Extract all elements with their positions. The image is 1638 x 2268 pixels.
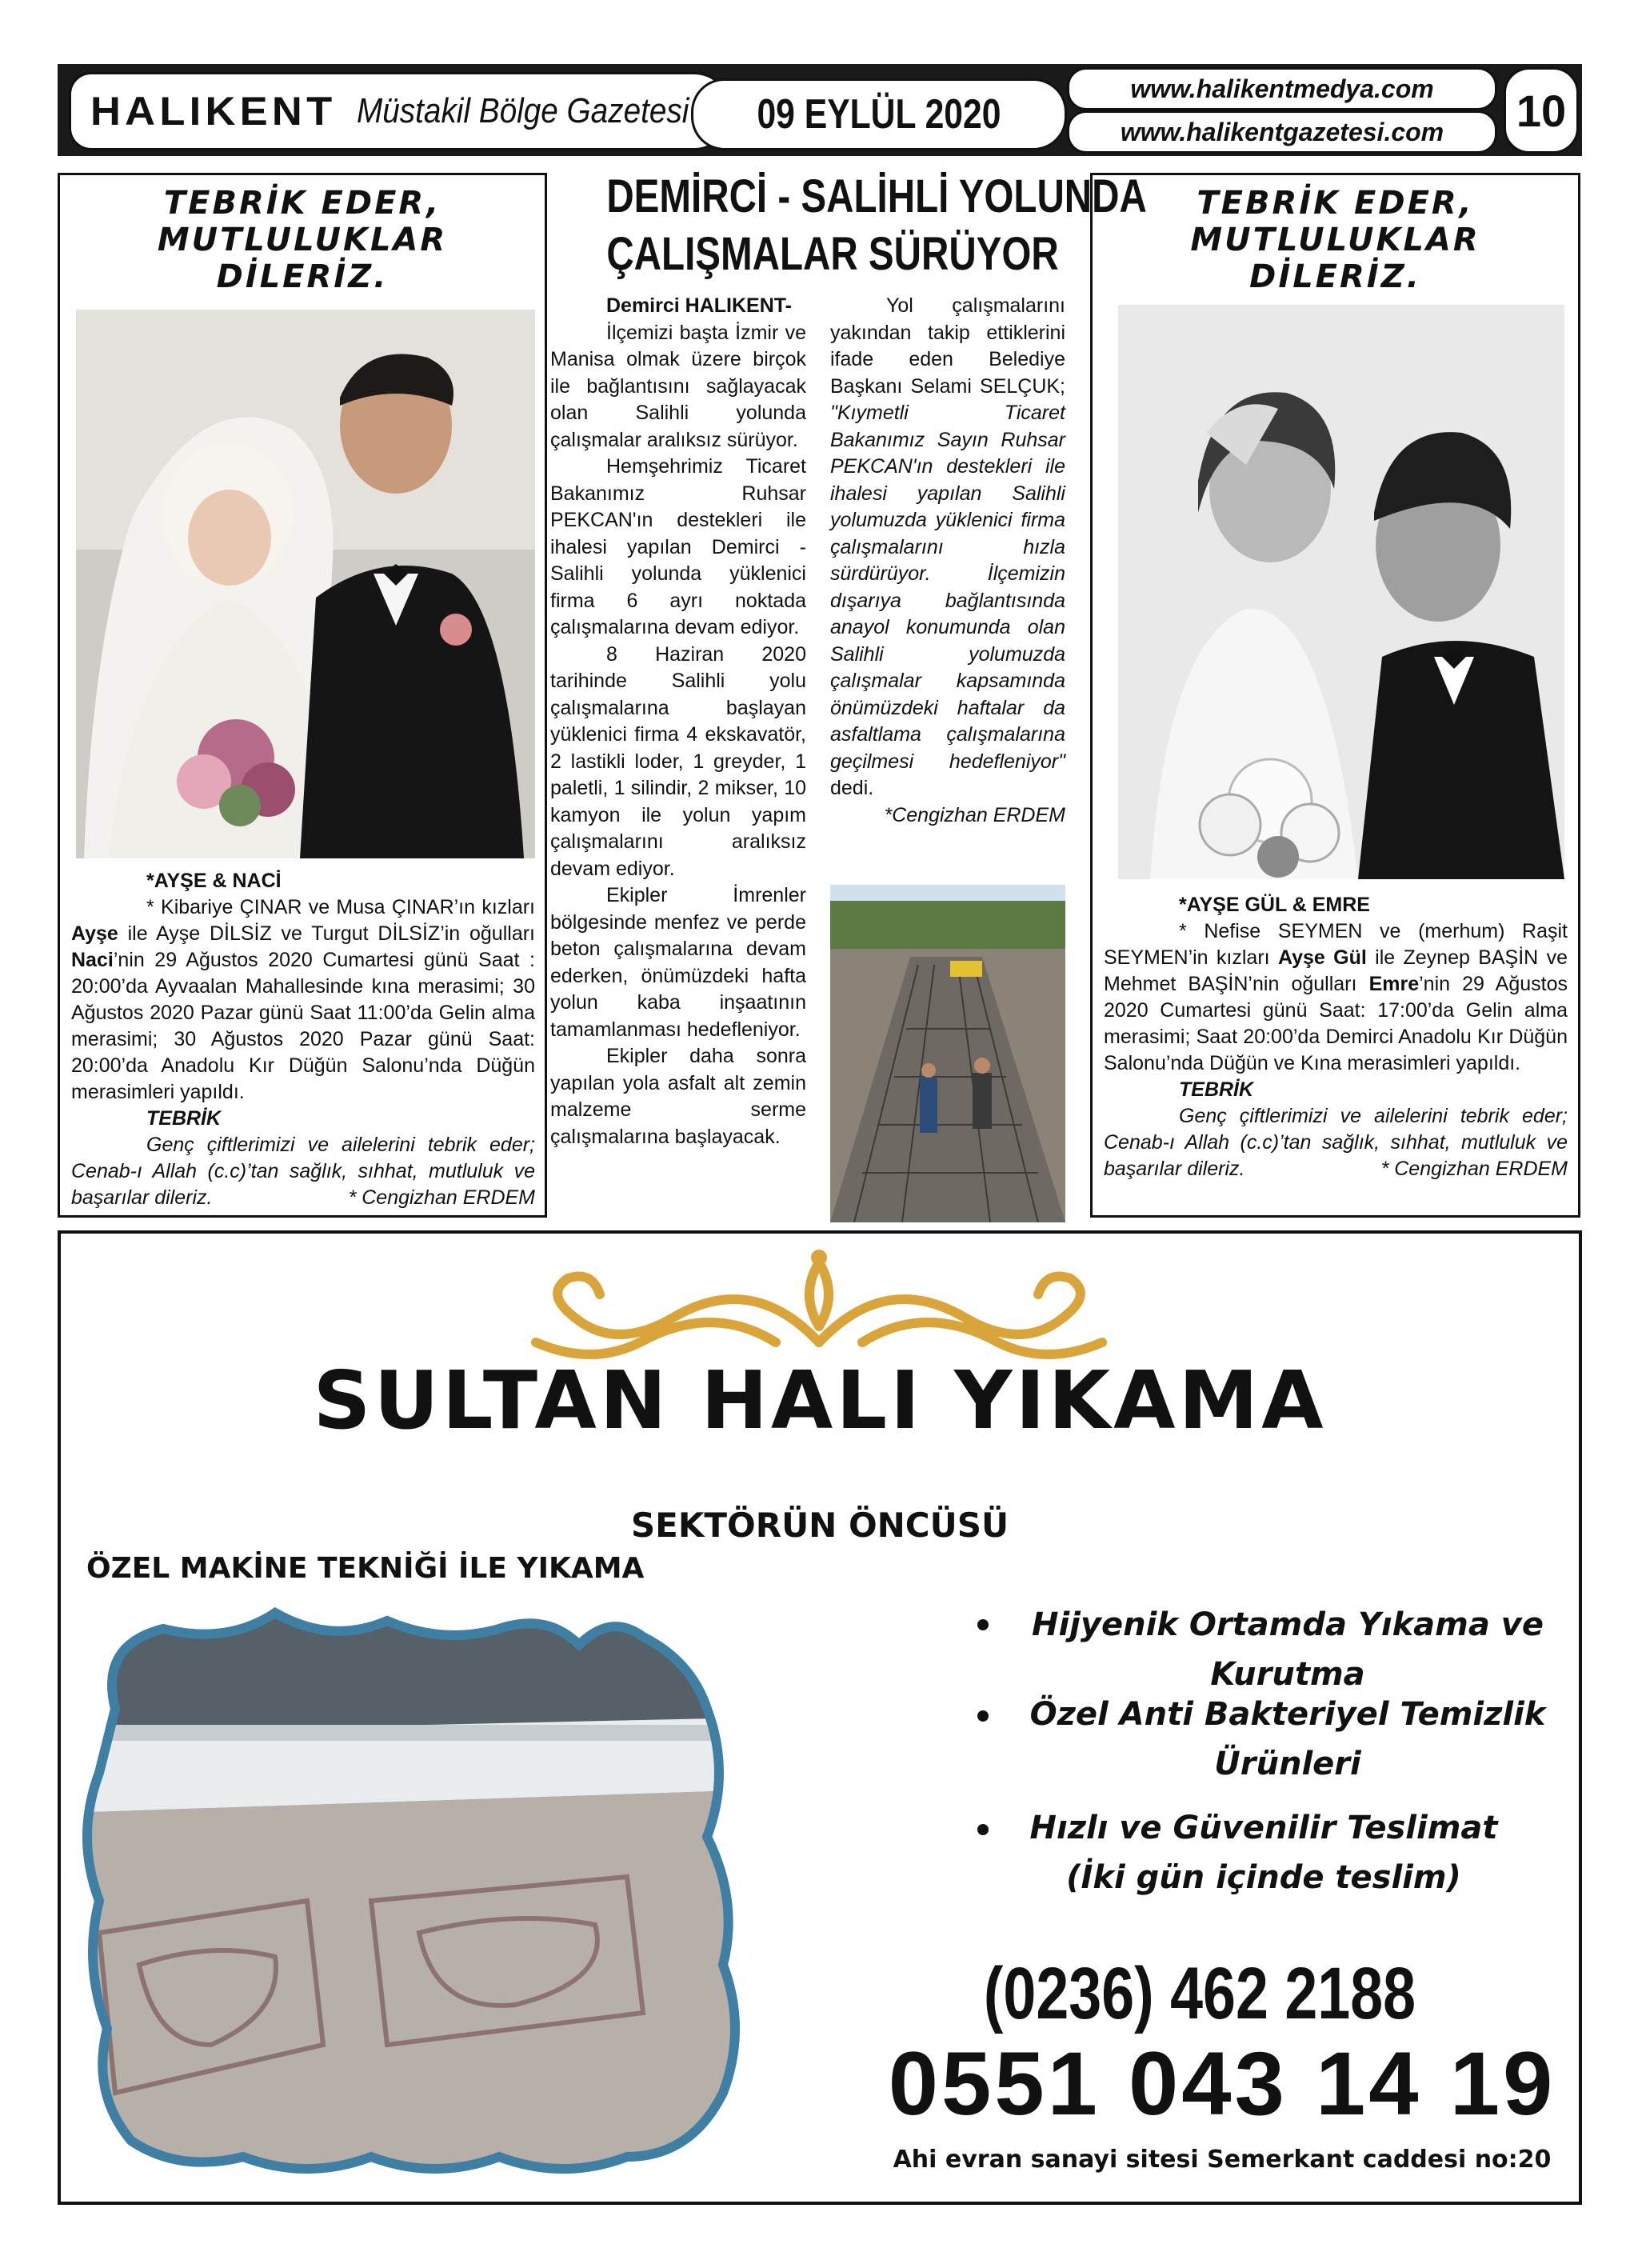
- masthead: [58, 64, 1582, 156]
- body-part-3: ’nin 29 Ağustos 2020 Cumartesi günü Saat: 17:00’da Gelin alma merasimi; Saat 20:00’da Demirci Anadolu Kır Düğün Salonu’nda Düğün ve Kına merasimleri yapıldı.: [1104, 973, 1568, 1074]
- article-column-1: [550, 293, 806, 1150]
- bride-name: Ayşe: [71, 922, 118, 945]
- quote-text: "Kıymetli Ticaret Bakanımız Sayın Ruhsar PEKCAN'ın destekleri ile ihalesi yapılan Salihli yolumuzda yüklenici firma çalışmalarını hızla sürdürüyor. İlçemizin dışarıya bağlantısında anayol konumunda olan Salihli yolumuzda çalışmalar kapsamında önümüzdeki haftalar da asfaltlama çalışmalarına geçilmesi hedefleniyor": [830, 402, 1065, 773]
- page-number-pill: [1504, 67, 1579, 154]
- closing-wishes: [1104, 1103, 1568, 1182]
- feature-3: [992, 1803, 1536, 1902]
- bullet-dot-3: [977, 1824, 989, 1835]
- brand-subtitle: Müstakil Bölge Gazetesi: [356, 91, 689, 130]
- url-pill-2: [1067, 110, 1497, 154]
- announcement-body: [71, 894, 535, 1106]
- wedding-announcement-right: [1090, 173, 1580, 1218]
- brand-pill: [69, 72, 731, 150]
- body-part-1: * Nefise SEYMEN ve (merhum) Raşit SEYMEN’in kızları: [1104, 920, 1568, 969]
- feature-1-line-1: Hijyenik Ortamda Yıkama ve: [1032, 1606, 1544, 1643]
- couple-photo-illustration: [1118, 305, 1564, 879]
- groom-name: Naci: [71, 949, 114, 971]
- landline-phone[interactable]: (0236) 462 2188: [983, 1953, 1416, 2034]
- announcement-text: [1104, 892, 1568, 1182]
- paragraph-2: Hemşehrimiz Ticaret Bakanımız Ruhsar PEKCAN'ın destekleri ile ihalesi yapılan Demirci - Salihli yolunda yüklenici firma 6 ayrı noktada çalışmalarına devam ediyor.: [550, 455, 806, 638]
- paragraph-4: Ekipler İmrenler bölgesinde menfez ve perde beton çalışmalarına devam ederken, önümüzdeki hafta yolun kaba inşaatının tamamlanması hedefleniyor.: [550, 884, 806, 1041]
- congrats-heading: [60, 185, 545, 295]
- closing-text: Genç çiftlerimizi ve ailelerini tebrik eder; Cenab-ı Allah (c.c)’tan sağlık, sıhhat, mutluluk ve başarılar dileriz.: [1104, 1105, 1568, 1180]
- couple-photo-illustration: [76, 310, 535, 858]
- road-work-photo: [830, 885, 1065, 1222]
- paragraph-1: İlçemizi başta İzmir ve Manisa olmak üzere birçok ile bağlantısını sağlayacak olan Salihli yolunda çalışmalar aralıksız sürüyor.: [550, 321, 806, 451]
- tebrik-label: TEBRİK: [1179, 1078, 1254, 1101]
- date-pill: [691, 78, 1067, 150]
- website-link-1[interactable]: www.halikentmedya.com: [1130, 74, 1434, 103]
- congrats-heading: [1093, 185, 1578, 295]
- quote-intro: Yol çalışmalarını yakından takip ettiklerini ifade eden Belediye Başkanı Selami SELÇUK;: [830, 294, 1065, 398]
- congrats-line-3: DİLERİZ.: [1249, 258, 1421, 295]
- paragraph-5: Ekipler daha sonra yapılan yola asfalt alt zemin malzeme serme çalışmalarına başlayacak.: [550, 1045, 806, 1148]
- ad-slogan: SEKTÖRÜN ÖNCÜSÜ: [630, 1506, 1009, 1545]
- paragraph-6: [830, 293, 1065, 802]
- tebrik-label: TEBRİK: [146, 1107, 222, 1130]
- article-title: [606, 168, 1147, 283]
- url-pill-1: [1067, 67, 1497, 110]
- business-address: Ahi evran sanayi sitesi Semerkant caddesi no:20: [893, 2146, 1552, 2174]
- issue-date: 09 EYLÜL 2020: [757, 91, 1001, 138]
- website-link-2[interactable]: www.halikentgazetesi.com: [1120, 117, 1444, 146]
- bullet-dot-1: [977, 1619, 989, 1630]
- road-work-illustration: [830, 885, 1065, 1222]
- body-part-1: * Kibariye ÇINAR ve Musa ÇINAR’ın kızları: [146, 896, 535, 918]
- couple-names: *AYŞE GÜL & EMRE: [1179, 894, 1370, 916]
- congrats-line-2: MUTLULUKLAR: [157, 222, 448, 258]
- congrats-line-1: TEBRİK EDER,: [163, 185, 441, 222]
- congrats-line-2: MUTLULUKLAR: [1190, 222, 1480, 258]
- bride-name: Ayşe Gül: [1277, 946, 1367, 969]
- congrats-line-3: DİLERİZ.: [216, 258, 389, 295]
- dateline: Demirci HALIKENT-: [606, 294, 792, 317]
- couple-photo: [1118, 305, 1564, 879]
- couple-photo: [76, 310, 535, 858]
- feature-3-line-1: Hızlı ve Güvenilir Teslimat: [1029, 1810, 1498, 1846]
- feature-2-line-1: Özel Anti Bakteriyel Temizlik: [1029, 1696, 1546, 1733]
- feature-2-line-2: Ürünleri: [1214, 1746, 1361, 1782]
- closing-wishes: [71, 1132, 535, 1211]
- article-column-2: [830, 293, 1065, 829]
- signature: * Cengizhan ERDEM: [348, 1186, 535, 1209]
- body-part-3: ’nin 29 Ağustos 2020 Cumartesi günü Saat : 20:00’da Ayvaalan Mahallesinde kına merasimi; 30 Ağustos 2020 Pazar günü Saat 11:00’da Gelin alma merasimi; 30 Ağustos 2020 Pazar günü Saat: 20:00’da Anadolu Kır Düğün Salonu’nda Düğün merasimleri yapıldı.: [71, 949, 535, 1103]
- quote-end: dedi.: [830, 777, 874, 799]
- signature: * Cengizhan ERDEM: [1380, 1158, 1568, 1180]
- title-line-2: ÇALIŞMALAR SÜRÜYOR: [606, 228, 1059, 280]
- body-part-2: ile Zeynep BAŞİN ve Mehmet BAŞİN’nin oğulları: [1104, 946, 1568, 995]
- article-author: *Cengizhan ERDEM: [884, 803, 1065, 826]
- closing-text: Genç çiftlerimizi ve ailelerini tebrik eder; Cenab-ı Allah (c.c)’tan sağlık, sıhhat, mutluluk ve başarılar dileriz.: [71, 1134, 535, 1209]
- title-line-1: DEMİRCİ - SALİHLİ YOLUNDA: [606, 170, 1147, 222]
- mobile-phone[interactable]: 0551 043 14 19: [888, 2034, 1556, 2134]
- bullet-dot-2: [977, 1710, 989, 1722]
- brand-name: HALIKENT: [90, 89, 337, 134]
- ad-tagline: ÖZEL MAKİNE TEKNİĞİ İLE YIKAMA: [86, 1552, 645, 1585]
- ad-title: SULTAN HALI YIKAMA: [313, 1354, 1327, 1447]
- feature-1: [1000, 1600, 1576, 1699]
- couple-names: *AYŞE & NACİ: [146, 870, 282, 892]
- ornament-icon: [512, 1246, 1126, 1366]
- feature-1-line-2: Kurutma: [1210, 1656, 1365, 1693]
- page-number: 10: [1516, 85, 1567, 136]
- groom-name: Emre: [1368, 973, 1420, 995]
- wedding-announcement-left: [58, 173, 547, 1218]
- announcement-body: [1104, 918, 1568, 1077]
- feature-2: [1000, 1690, 1576, 1789]
- carpet-washing-photo: [67, 1597, 787, 2189]
- paragraph-3: 8 Haziran 2020 tarihinde Salihli yolu çalışmalarına başlayan yüklenici firma 4 ekskavatör, 2 lastikli loder, 1 greyder, 1 paletli, 1 silindir, 2 mikser, 10 kamyon ile yolun yapım çalışmalarını aralıksız devam ediyor.: [550, 642, 806, 880]
- feature-3-line-2: (İki gün içinde teslim): [1066, 1859, 1461, 1896]
- congrats-line-1: TEBRİK EDER,: [1197, 185, 1474, 222]
- body-part-2: ile Ayşe DİLSİZ ve Turgut DİLSİZ’in oğulları: [118, 922, 535, 945]
- announcement-text: [71, 868, 535, 1211]
